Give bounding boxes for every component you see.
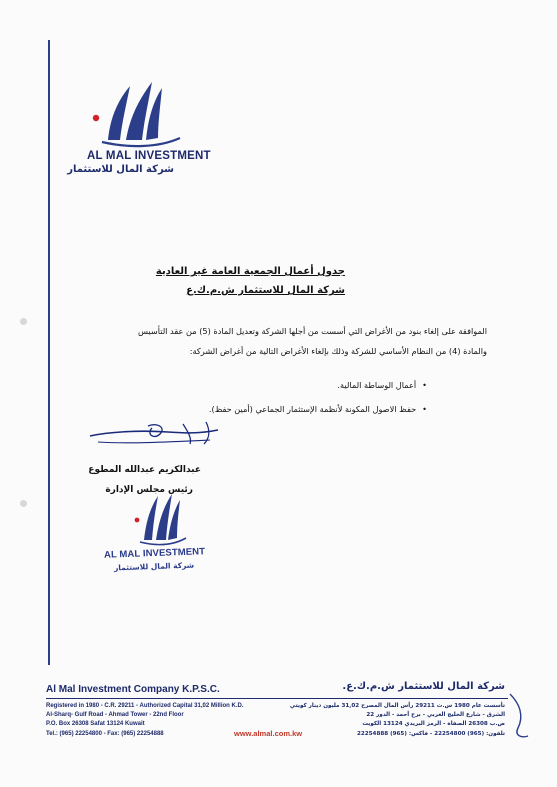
- bullet-text: حفظ الاصول المكونة لأنظمة الإستثمار الجماعي (أمين حفظ).: [208, 404, 417, 414]
- stamp-brand-ar: شركة المال للاستثمار: [113, 560, 195, 573]
- footer-divider: [46, 698, 508, 699]
- company-stamp: [104, 490, 214, 580]
- stamp-brand-en: AL MAL INVESTMENT: [103, 546, 206, 561]
- signer-title: رئيس مجلس الإدارة: [105, 485, 193, 495]
- paragraph-line: والمادة (4) من النظام الأساسي للشركة وذلك بإلغاء الأغراض التالية من أغراض الشركة:: [189, 346, 487, 356]
- punch-hole: [20, 500, 27, 507]
- bullet-icon: •: [422, 404, 427, 414]
- bullet-item: [337, 380, 427, 390]
- bullet-icon: •: [422, 380, 427, 390]
- footer-ar-line: الشرق - شارع الخليج العربي - برج أحمد - الدور 22: [366, 712, 505, 718]
- website-link[interactable]: www.almal.com.kw: [234, 729, 303, 738]
- bullet-item: [209, 404, 427, 414]
- document-subtitle: شركة المال للاستثمار ش.م.ك.ع: [186, 285, 345, 296]
- punch-hole: [20, 318, 27, 325]
- letterhead-brand-ar: شركة المال للاستثمار: [67, 164, 174, 175]
- footer-company-en: Al Mal Investment Company K.P.S.C.: [46, 684, 220, 695]
- footer-ar-line: ص.ب 26308 الصفاة - الرمز البريدي 13124 الكويت: [362, 721, 505, 727]
- bullet-text: أعمال الوساطة المالية.: [337, 380, 417, 390]
- signature-icon: [88, 420, 228, 470]
- footer-en-line: Al-Sharq- Gulf Road - Ahmad Tower - 22nd Floor: [46, 712, 184, 718]
- footer-en-line: Registered in 1980 - C.R. 29211 - Authorized Capital 31,02 Million K.D.: [46, 703, 244, 709]
- document-title: جدول أعمال الجمعية العامة غير العادية: [155, 266, 345, 277]
- footer-ornament-icon: [506, 692, 532, 740]
- footer-ar-line: تأسست عام 1980 س.ت 29211 رأس المال المصرح 31,02 مليون دينار كويتي: [289, 703, 505, 709]
- footer-en-line: Tel.: (965) 22254800 - Fax: (965) 22254888: [46, 731, 164, 737]
- letterhead-brand-en: AL MAL INVESTMENT: [87, 150, 211, 162]
- paragraph-line: الموافقة على إلغاء بنود من الأغراض التي أسست من أجلها الشركة وتعديل المادة (5) من عقد التأسيس: [137, 326, 487, 336]
- almal-logo-icon: [88, 78, 188, 150]
- footer-company-ar: شركة المال للاستثمار ش.م.ك.ع.: [342, 681, 505, 692]
- stamp-logo-icon: [132, 490, 188, 546]
- footer-ar-line: تلفون: (965) 22254800 - فاكس: (965) 22254888: [356, 731, 505, 737]
- signer-name: عبدالكريم عبدالله المطوع: [88, 465, 201, 475]
- margin-rule: [48, 40, 50, 665]
- footer-en-line: P.O. Box 26308 Safat 13124 Kuwait: [46, 721, 145, 727]
